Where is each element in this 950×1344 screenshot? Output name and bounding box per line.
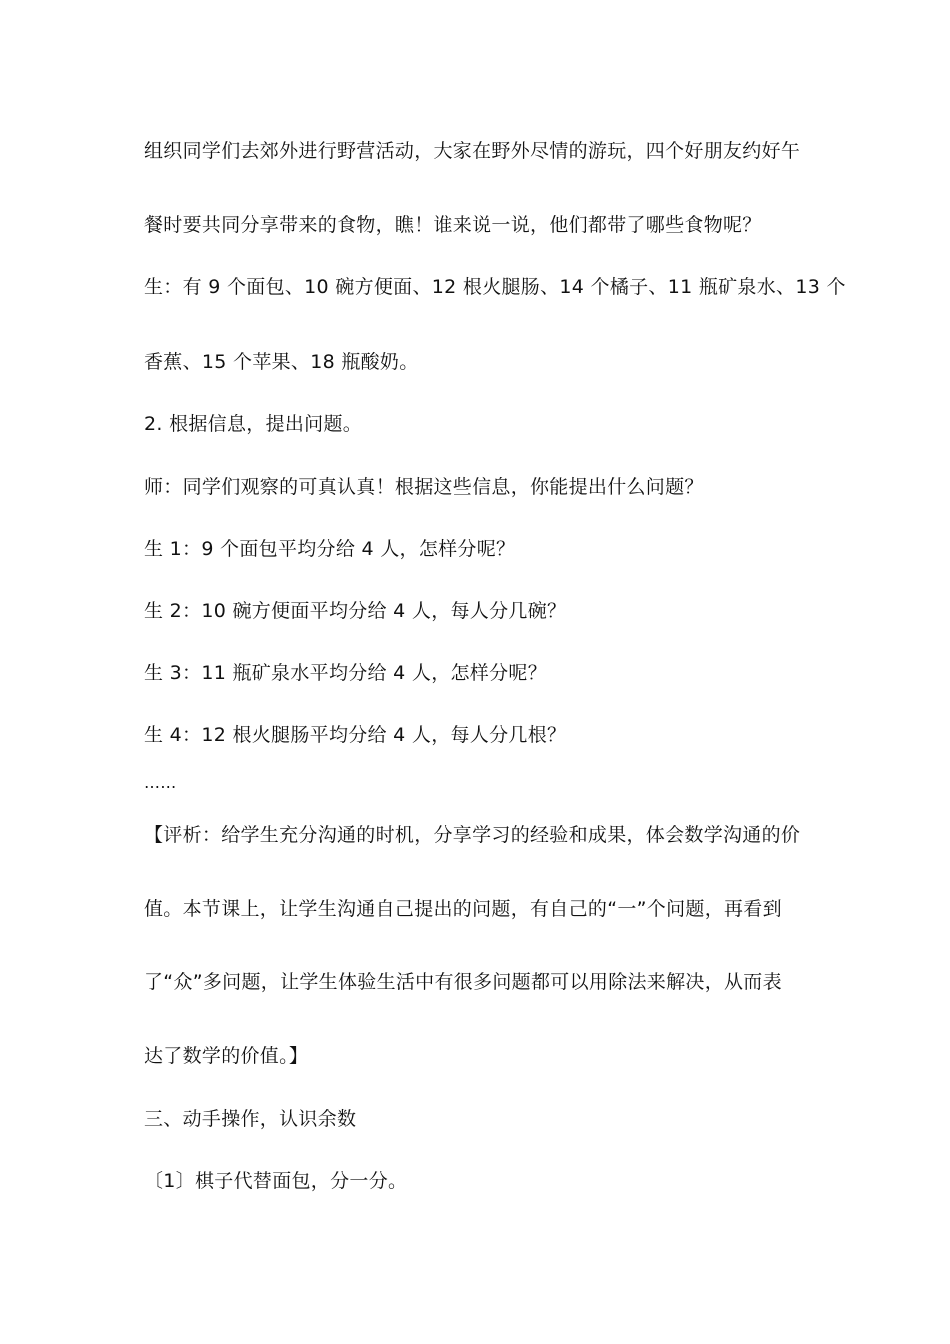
section-heading: 三、动手操作，认识余数 xyxy=(144,1108,357,1130)
commentary-line: 值。本节课上，让学生沟通自己提出的问题，有自己的“一”个问题，再看到 xyxy=(144,898,782,920)
activity-line: 〔1〕棋子代替面包，分一分。 xyxy=(144,1170,408,1192)
teacher-line: 师：同学们观察的可真认真！根据这些信息，你能提出什么问题？ xyxy=(144,476,704,498)
commentary-line: 了“众”多问题，让学生体验生活中有很多问题都可以用除法来解决，从而表 xyxy=(144,971,782,993)
student-question-line: 生 1：9 个面包平均分给 4 人，怎样分呢？ xyxy=(144,538,516,560)
commentary-line: 【评析：给学生充分沟通的时机，分享学习的经验和成果，体会数学沟通的价 xyxy=(144,824,801,846)
student-answer-line: 香蕉、15 个苹果、18 瓶酸奶。 xyxy=(144,351,419,373)
commentary-line: 达了数学的价值。】 xyxy=(144,1045,309,1067)
student-answer-line: 生：有 9 个面包、10 碗方便面、12 根火腿肠、14 个橘子、11 瓶矿泉水、13 个 xyxy=(144,276,846,298)
ellipsis: …… xyxy=(144,773,177,792)
paragraph-line: 组织同学们去郊外进行野营活动，大家在野外尽情的游玩，四个好朋友约好午 xyxy=(144,140,801,162)
student-question-line: 生 3：11 瓶矿泉水平均分给 4 人，怎样分呢？ xyxy=(144,662,548,684)
section-step-heading: 2. 根据信息，提出问题。 xyxy=(144,413,363,435)
paragraph-line: 餐时要共同分享带来的食物，瞧！谁来说一说，他们都带了哪些食物呢？ xyxy=(144,214,762,236)
student-question-line: 生 2：10 碗方便面平均分给 4 人，每人分几碗？ xyxy=(144,600,567,622)
student-question-line: 生 4：12 根火腿肠平均分给 4 人，每人分几根？ xyxy=(144,724,567,746)
